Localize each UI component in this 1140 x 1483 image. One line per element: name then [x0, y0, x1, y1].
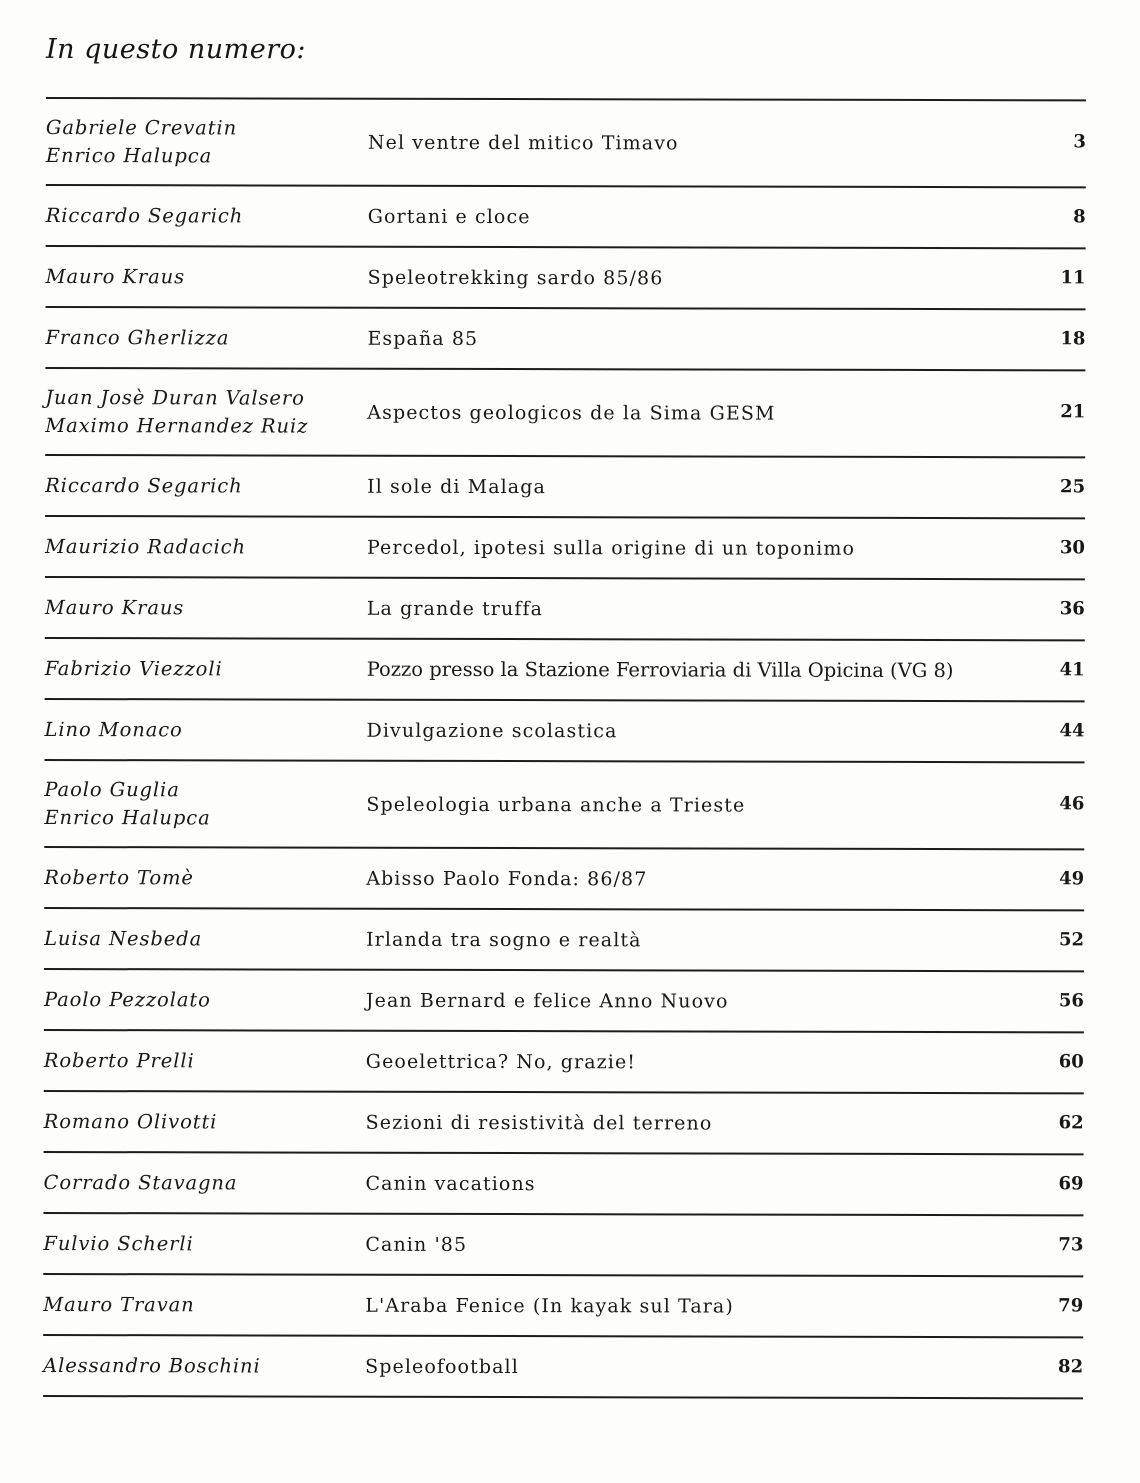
toc-entry [43, 1336, 1083, 1399]
author-name: Roberto Tomè [44, 865, 194, 889]
entry-authors [45, 654, 367, 683]
entry-page-number: 25 [1060, 476, 1086, 498]
entry-title: Pozzo presso la Stazione Ferroviaria di Villa Opicina (VG 8) [366, 657, 954, 683]
entry-title: Il sole di Malaga [367, 475, 546, 498]
entry-page-number: 41 [1059, 659, 1085, 681]
entry-page-number: 60 [1058, 1051, 1084, 1073]
toc-entry [45, 456, 1085, 519]
entry-page-number: 73 [1058, 1234, 1084, 1256]
toc-entry [45, 517, 1085, 580]
author-name: Riccardo Segarich [45, 203, 244, 227]
entry-title: La grande truffa [366, 597, 544, 620]
entry-page-number: 18 [1060, 328, 1086, 350]
author-name: Franco Gherlizza [45, 325, 230, 349]
entry-page-number: 79 [1058, 1295, 1084, 1317]
entry-title: Gortani e cloce [367, 205, 531, 228]
entry-page-number: 62 [1058, 1112, 1084, 1134]
author-name: Paolo Guglia [44, 777, 180, 801]
author-name: Alessandro Boschini [43, 1353, 261, 1377]
entry-authors [45, 593, 367, 622]
toc-entry [44, 1092, 1084, 1155]
toc-entry [45, 578, 1085, 641]
entry-title: Irlanda tra sogno e realtà [366, 928, 642, 951]
author-name: Enrico Halupca [44, 805, 211, 829]
entry-page-number: 8 [1073, 206, 1086, 228]
entry-authors [44, 1046, 366, 1075]
table-of-contents [43, 97, 1086, 1399]
entry-authors [45, 323, 367, 352]
author-name: Juan Josè Duran Valsero [45, 385, 305, 410]
toc-entry [44, 909, 1084, 972]
toc-entry [45, 308, 1085, 371]
entry-authors [43, 1290, 365, 1319]
entry-authors [46, 113, 368, 170]
author-name: Lino Monaco [44, 717, 183, 741]
toc-entry [44, 761, 1084, 850]
author-name: Maximo Hernandez Ruiz [45, 413, 309, 438]
author-name: Paolo Pezzolato [43, 987, 211, 1011]
author-name: Luisa Nesbeda [44, 926, 203, 950]
entry-authors [46, 262, 368, 291]
entry-title: Nel ventre del mitico Timavo [367, 131, 679, 154]
entry-title: Aspectos geologicos de la Sima GESM [367, 401, 776, 425]
entry-authors [44, 924, 366, 953]
entry-title: Speleotrekking sardo 85/86 [367, 266, 664, 289]
entry-authors [45, 383, 367, 440]
entry-page-number: 82 [1058, 1356, 1084, 1378]
entry-authors [44, 1107, 366, 1136]
entry-authors [44, 863, 366, 892]
entry-authors [45, 471, 367, 500]
author-name: Romano Olivotti [43, 1109, 218, 1133]
author-name: Enrico Halupca [45, 143, 213, 167]
toc-entry [46, 247, 1086, 310]
entry-title: Sezioni di resistività del terreno [365, 1111, 713, 1135]
toc-entry [44, 970, 1084, 1033]
entry-page-number: 30 [1059, 537, 1086, 559]
entry-title: Percedol, ipotesi sulla origine di un toponimo [366, 536, 856, 560]
toc-entry [43, 1153, 1083, 1216]
entry-title: Divulgazione scolastica [366, 719, 618, 742]
toc-entry [44, 848, 1084, 911]
toc-entry [43, 1214, 1083, 1277]
page-heading: In questo numero: [46, 34, 306, 65]
author-name: Roberto Prelli [43, 1048, 195, 1072]
entry-title: Canin vacations [365, 1172, 536, 1195]
entry-page-number: 36 [1059, 598, 1085, 620]
entry-authors [43, 1229, 365, 1258]
entry-title: Jean Bernard e felice Anno Nuovo [365, 989, 729, 1013]
author-name: Mauro Travan [43, 1292, 195, 1316]
author-name: Fabrizio Viezzoli [44, 656, 223, 680]
entry-authors [46, 201, 368, 230]
entry-title: Abisso Paolo Fonda: 86/87 [366, 867, 648, 890]
author-name: Fulvio Scherli [43, 1231, 194, 1255]
entry-authors [45, 532, 367, 561]
entry-authors [43, 1351, 365, 1380]
entry-page-number: 49 [1059, 868, 1085, 890]
author-name: Maurizio Radacich [44, 534, 246, 558]
entry-authors [45, 715, 367, 744]
toc-entry [44, 1031, 1084, 1094]
entry-title: Canin '85 [365, 1233, 468, 1256]
entry-title: Speleologia urbana anche a Trieste [366, 793, 746, 817]
entry-authors [44, 775, 366, 832]
entry-title: España 85 [367, 327, 479, 350]
entry-page-number: 46 [1059, 793, 1085, 815]
toc-entry [43, 1275, 1083, 1338]
entry-page-number: 52 [1059, 929, 1085, 951]
entry-title: Geoelettrica? No, grazie! [365, 1050, 637, 1073]
author-name: Riccardo Segarich [45, 473, 243, 497]
author-name: Gabriele Crevatin [45, 115, 238, 139]
entry-page-number: 3 [1073, 131, 1086, 153]
entry-title: L'Araba Fenice (In kayak sul Tara) [365, 1294, 734, 1318]
entry-authors [44, 1168, 366, 1197]
author-name: Mauro Kraus [45, 264, 186, 288]
author-name: Mauro Kraus [44, 595, 185, 619]
toc-entry [46, 186, 1086, 249]
entry-page-number: 21 [1060, 401, 1086, 423]
author-name: Corrado Stavagna [43, 1170, 238, 1194]
entry-page-number: 69 [1058, 1173, 1084, 1195]
entry-page-number: 44 [1059, 720, 1085, 742]
entry-authors [44, 985, 366, 1014]
toc-entry [45, 639, 1085, 702]
toc-entry [46, 99, 1086, 188]
entry-page-number: 11 [1060, 267, 1086, 289]
entry-page-number: 56 [1058, 990, 1084, 1012]
toc-entry [44, 700, 1084, 763]
toc-entry [45, 369, 1085, 458]
entry-title: Speleofootball [365, 1355, 519, 1378]
